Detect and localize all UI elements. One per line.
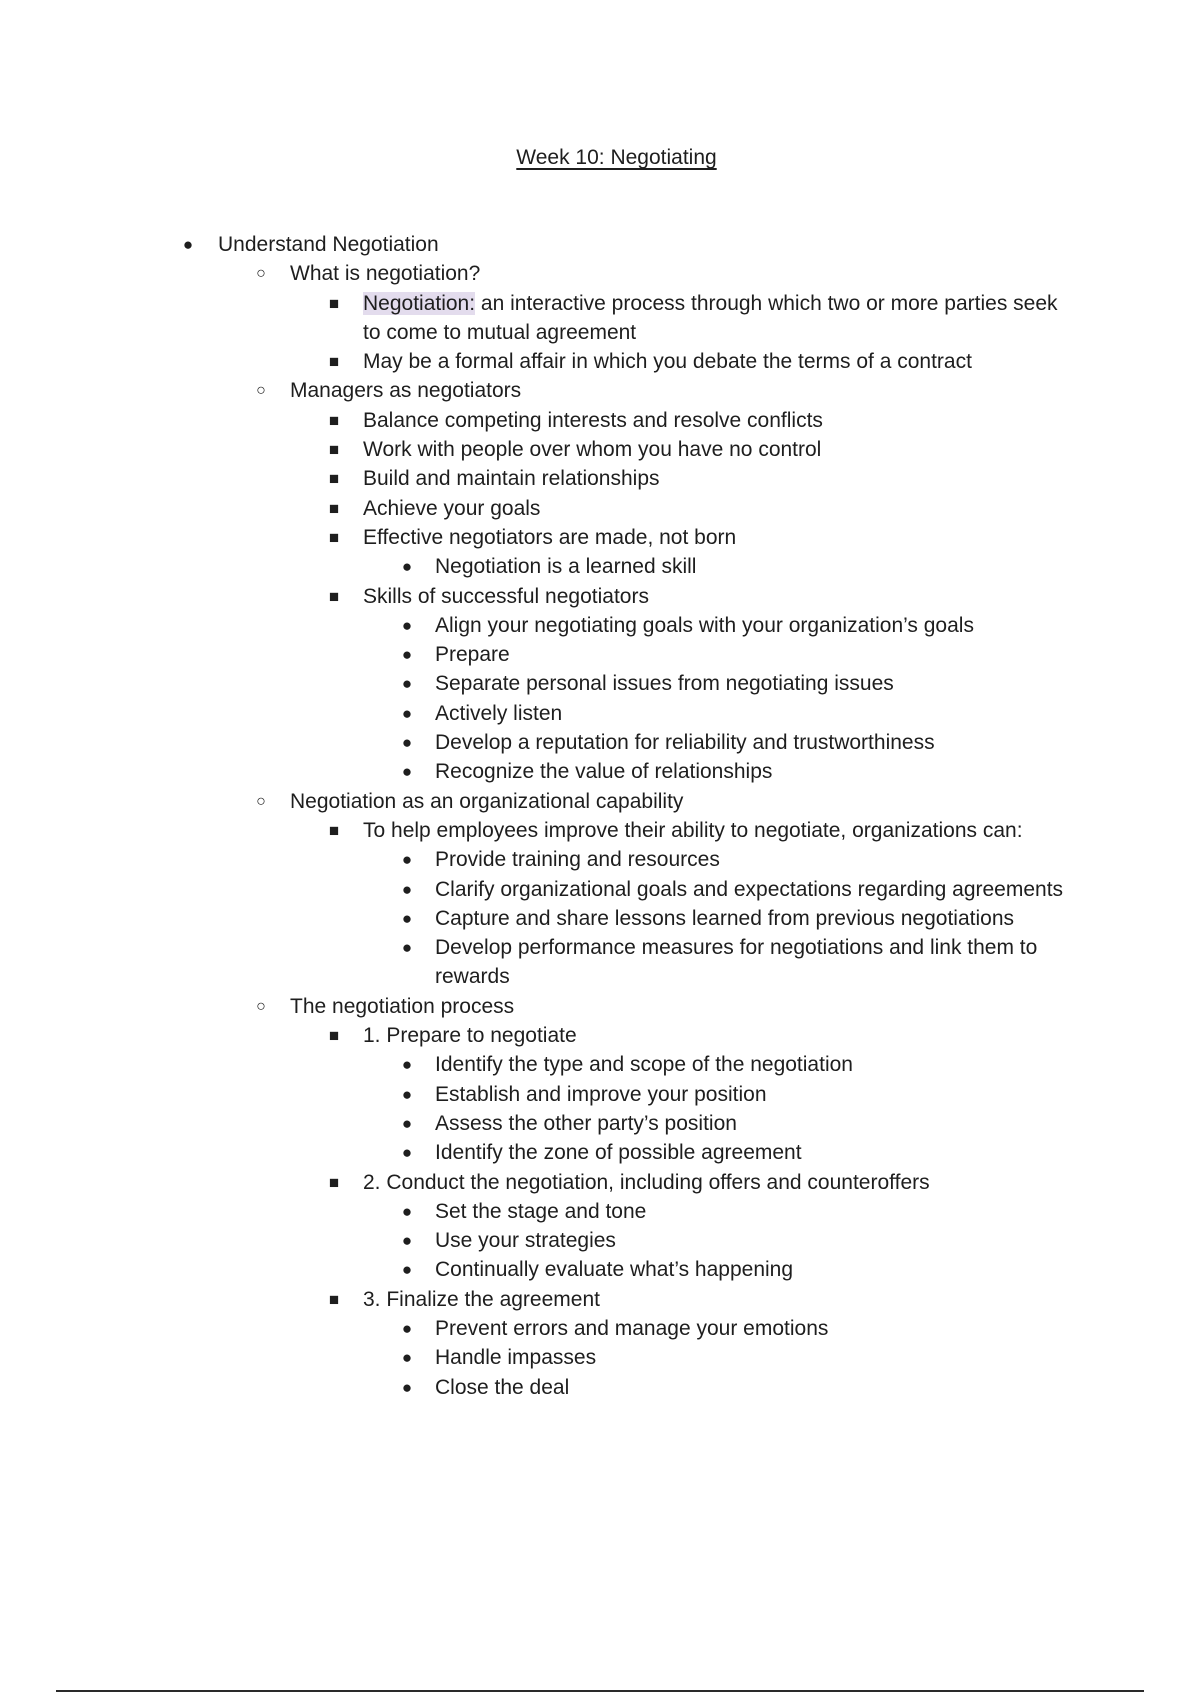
item-text: Capture and share lessons learned from previous negotiations	[435, 906, 1015, 930]
list-item	[0, 875, 1200, 904]
bullet-icon: ●	[401, 733, 413, 753]
list-item	[0, 1080, 1200, 1109]
list-item	[0, 406, 1200, 435]
item-text: 2. Conduct the negotiation, including offers and counteroffers	[363, 1170, 930, 1194]
bullet-icon: ●	[401, 1318, 413, 1338]
item-text: Prepare	[435, 643, 510, 667]
bullet-icon: ●	[401, 557, 413, 577]
hollow-bullet-icon: ○	[256, 792, 266, 810]
square-bullet-icon: ■	[328, 469, 340, 489]
item-text: The negotiation process	[290, 994, 515, 1018]
bullet-icon: ●	[401, 1143, 413, 1163]
list-item	[0, 347, 1200, 376]
list-item	[0, 1168, 1200, 1197]
bullet-icon: ●	[401, 1260, 413, 1280]
list-item	[0, 552, 1200, 581]
bullet-icon: ●	[401, 1348, 413, 1368]
square-bullet-icon: ■	[328, 586, 340, 606]
item-text: Provide training and resources	[435, 848, 720, 872]
square-bullet-icon: ■	[328, 352, 340, 372]
list-item	[0, 699, 1200, 728]
list-item	[0, 611, 1200, 640]
item-text: Skills of successful negotiators	[363, 584, 649, 608]
list-item	[0, 376, 1200, 405]
bullet-icon: ●	[401, 703, 413, 723]
item-text: Align your negotiating goals with your organization’s goals	[435, 613, 974, 637]
item-text: Build and maintain relationships	[363, 467, 660, 491]
bullet-icon: ●	[401, 908, 413, 928]
list-item	[0, 582, 1200, 611]
list-item	[0, 230, 1200, 259]
bullet-icon: ●	[401, 645, 413, 665]
item-text: 1. Prepare to negotiate	[363, 1024, 577, 1048]
hollow-bullet-icon: ○	[256, 997, 266, 1015]
item-text: Identify the zone of possible agreement	[435, 1141, 802, 1165]
bullet-icon: ●	[401, 674, 413, 694]
list-item	[0, 1138, 1200, 1167]
list-item	[0, 1373, 1200, 1402]
square-bullet-icon: ■	[328, 1289, 340, 1309]
item-text: Close the deal	[435, 1375, 570, 1399]
item-text: Prevent errors and manage your emotions	[435, 1316, 829, 1340]
item-text: Recognize the value of relationships	[435, 760, 773, 784]
list-item	[0, 669, 1200, 698]
list-item	[0, 435, 1200, 464]
list-item	[0, 464, 1200, 493]
footer-rule	[56, 1690, 1144, 1692]
square-bullet-icon: ■	[328, 293, 340, 313]
item-text: Clarify organizational goals and expectations regarding agreements	[435, 877, 1064, 901]
page-title: Week 10: Negotiating	[516, 146, 717, 169]
item-text: Assess the other party’s position	[435, 1111, 737, 1135]
bullet-icon: ●	[401, 1084, 413, 1104]
square-bullet-icon: ■	[328, 1026, 340, 1046]
bullet-icon: ●	[182, 235, 194, 254]
list-item	[0, 787, 1200, 816]
highlighted-term: Negotiation:	[363, 291, 476, 315]
square-bullet-icon: ■	[328, 527, 340, 547]
hollow-bullet-icon: ○	[256, 382, 266, 400]
item-text: Use your strategies	[435, 1229, 616, 1253]
outline-list	[0, 230, 1200, 1402]
item-text: May be a formal affair in which you debate the terms of a contract	[363, 350, 972, 374]
list-item	[0, 494, 1200, 523]
list-item	[0, 933, 1200, 992]
list-item	[0, 1343, 1200, 1372]
hollow-bullet-icon: ○	[256, 265, 266, 283]
item-text: Develop a reputation for reliability and trustworthiness	[435, 731, 935, 755]
bullet-icon: ●	[401, 615, 413, 635]
bullet-icon: ●	[401, 1231, 413, 1251]
list-item	[0, 904, 1200, 933]
bullet-icon: ●	[401, 1113, 413, 1133]
bullet-icon: ●	[401, 762, 413, 782]
item-text: To help employees improve their ability to negotiate, organizations can:	[363, 818, 1023, 842]
list-item	[0, 289, 1200, 348]
item-text: Continually evaluate what’s happening	[435, 1258, 794, 1282]
list-item	[0, 1021, 1200, 1050]
list-item	[0, 816, 1200, 845]
item-text: Separate personal issues from negotiating issues	[435, 672, 894, 696]
bullet-icon: ●	[401, 1055, 413, 1075]
item-text: 3. Finalize the agreement	[363, 1287, 600, 1311]
item-text: Negotiation is a learned skill	[435, 555, 697, 579]
bullet-icon: ●	[401, 879, 413, 899]
item-text: Managers as negotiators	[290, 379, 522, 403]
list-item	[0, 1285, 1200, 1314]
item-text: What is negotiation?	[290, 262, 481, 286]
square-bullet-icon: ■	[328, 820, 340, 840]
item-text: Work with people over whom you have no control	[363, 438, 822, 462]
item-text: Understand Negotiation	[218, 233, 439, 256]
list-item	[0, 259, 1200, 288]
item-text: Achieve your goals	[363, 496, 541, 520]
item-text: Actively listen	[435, 701, 563, 725]
bullet-icon: ●	[401, 938, 413, 958]
list-item	[0, 1109, 1200, 1138]
list-item	[0, 1226, 1200, 1255]
item-text: an interactive process through which two or more parties seek to come to mutual agreement	[363, 291, 1058, 344]
item-text: Set the stage and tone	[435, 1199, 647, 1223]
list-item	[0, 523, 1200, 552]
list-item	[0, 1255, 1200, 1284]
list-item	[0, 1050, 1200, 1079]
square-bullet-icon: ■	[328, 1172, 340, 1192]
square-bullet-icon: ■	[328, 440, 340, 460]
item-text: Effective negotiators are made, not born	[363, 525, 737, 549]
item-text: Develop performance measures for negotiations and link them to rewards	[435, 936, 1038, 989]
bullet-icon: ●	[401, 1377, 413, 1397]
item-text: Balance competing interests and resolve conflicts	[363, 408, 823, 432]
bullet-icon: ●	[401, 850, 413, 870]
list-item	[0, 1314, 1200, 1343]
bullet-icon: ●	[401, 1201, 413, 1221]
item-text: Handle impasses	[435, 1346, 597, 1370]
square-bullet-icon: ■	[328, 498, 340, 518]
list-item	[0, 757, 1200, 786]
item-text: Identify the type and scope of the negotiation	[435, 1053, 853, 1077]
square-bullet-icon: ■	[328, 410, 340, 430]
list-item	[0, 992, 1200, 1021]
list-item	[0, 1197, 1200, 1226]
item-text: Establish and improve your position	[435, 1082, 767, 1106]
list-item	[0, 845, 1200, 874]
list-item	[0, 728, 1200, 757]
list-item	[0, 640, 1200, 669]
item-text: Negotiation as an organizational capability	[290, 789, 684, 813]
